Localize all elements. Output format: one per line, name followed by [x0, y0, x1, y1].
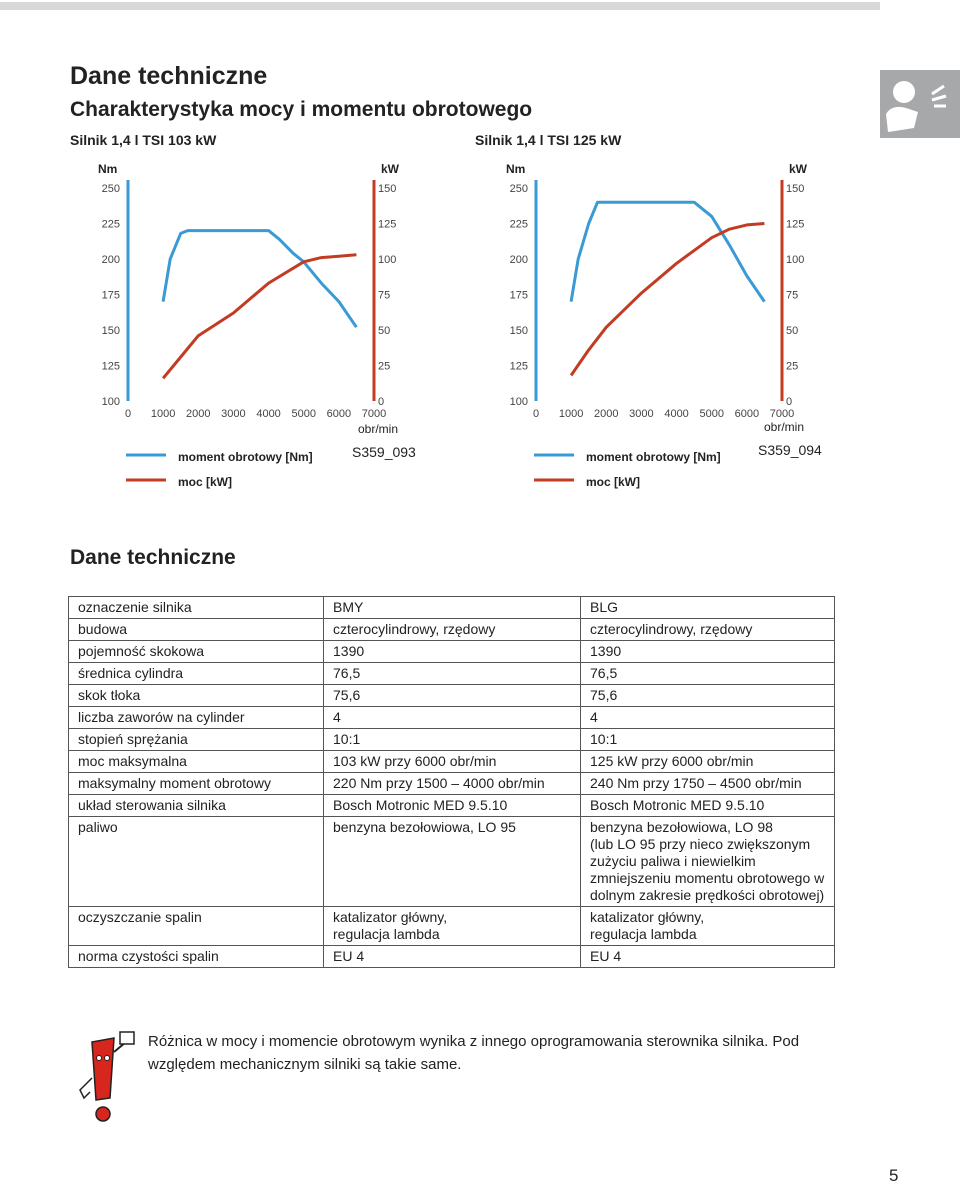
x-tick-label: 0 — [124, 408, 132, 420]
spec-value-blg: 76,5 — [581, 663, 835, 685]
spec-value-bmy: czterocylindrowy, rzędowy — [324, 619, 581, 641]
y-tick-label: 175 — [101, 289, 120, 302]
spec-value-bmy: BMY — [324, 597, 581, 619]
section-title: Dane techniczne — [70, 546, 236, 569]
spec-value-blg: czterocylindrowy, rzędowy — [581, 619, 835, 641]
spec-value-blg: Bosch Motronic MED 9.5.10 — [581, 795, 835, 817]
power-torque-chart-1 — [92, 158, 416, 489]
chart-1-svg — [92, 158, 400, 488]
legend-power-label: moc [kW] — [178, 475, 232, 489]
y-tick-label: 200 — [101, 254, 120, 266]
chart-2-svg — [500, 158, 808, 488]
y2-tick-label: 125 — [378, 218, 397, 231]
spec-label: paliwo — [69, 817, 324, 907]
y-tick-label: 100 — [509, 396, 528, 408]
spec-value-blg: EU 4 — [581, 946, 835, 968]
y-tick-label: 225 — [101, 218, 120, 231]
spec-row — [69, 729, 835, 751]
engine-label-1: Silnik 1,4 l TSI 103 kW — [70, 132, 217, 148]
figure-id: S359_093 — [352, 444, 416, 460]
x-tick-label: 0 — [532, 408, 540, 420]
y2-tick-label: 125 — [786, 218, 805, 231]
y2-tick-label: 150 — [786, 183, 805, 195]
x-tick-label: 2000 — [594, 408, 619, 420]
spec-label: oznaczenie silnika — [69, 597, 324, 619]
spec-row — [69, 773, 835, 795]
spec-value-blg: benzyna bezołowiowa, LO 98 (lub LO 95 przy nieco zwiększonym zużyciu paliwa i niewielkim zmniejszeniu momentu obrotowego w dolnym zakresie prędkości obrotowej) — [581, 817, 835, 907]
y2-tick-label: 25 — [378, 360, 391, 373]
y2-tick-label: 25 — [786, 360, 799, 373]
y-tick-label: 125 — [509, 360, 528, 373]
y2-tick-label: 50 — [786, 325, 799, 337]
spec-label: układ sterowania silnika — [69, 795, 324, 817]
x-tick-label: 3000 — [629, 408, 654, 420]
y-tick-label: 250 — [509, 183, 528, 195]
engine-label-2: Silnik 1,4 l TSI 125 kW — [475, 132, 622, 148]
x-tick-label: 3000 — [221, 408, 246, 420]
y2-tick-label: 75 — [378, 289, 391, 302]
y-tick-label: 250 — [101, 183, 120, 195]
spec-label: norma czystości spalin — [69, 946, 324, 968]
x-tick-label: 2000 — [186, 408, 211, 420]
y-tick-label: 200 — [509, 254, 528, 266]
spec-value-bmy: 1390 — [324, 641, 581, 663]
y2-tick-label: 75 — [786, 289, 799, 302]
spec-row — [69, 707, 835, 729]
page-number: 5 — [889, 1166, 899, 1185]
y-tick-label: 175 — [509, 289, 528, 302]
x-axis-unit: obr/min — [358, 422, 399, 436]
note-text: Różnica w mocy i momencie obrotowym wynika z innego oprogramowania sterownika silnika. Pod względem mechanicznym silniki są takie same. — [148, 1033, 800, 1073]
figure-id: S359_094 — [758, 442, 822, 458]
left-axis-unit: Nm — [98, 162, 118, 176]
spec-value-blg: 75,6 — [581, 685, 835, 707]
legend-torque-label: moment obrotowy [Nm] — [178, 450, 313, 464]
spec-value-blg: BLG — [581, 597, 835, 619]
x-tick-label: 4000 — [664, 408, 689, 420]
spec-value-bmy: 76,5 — [324, 663, 581, 685]
x-tick-label: 6000 — [326, 408, 352, 420]
page-title: Dane techniczne — [70, 62, 268, 90]
spec-label: oczyszczanie spalin — [69, 907, 324, 946]
legend-torque-label: moment obrotowy [Nm] — [586, 450, 721, 464]
spec-row — [69, 751, 835, 773]
spec-label: skok tłoka — [69, 685, 324, 707]
spec-label: maksymalny moment obrotowy — [69, 773, 324, 795]
right-axis-unit: kW — [381, 162, 399, 176]
spec-value-bmy: 75,6 — [324, 685, 581, 707]
spec-row — [69, 685, 835, 707]
spec-row — [69, 817, 835, 907]
spec-label: liczba zaworów na cylinder — [69, 707, 324, 729]
spec-label: stopień sprężania — [69, 729, 324, 751]
top-decorative-bar — [0, 2, 880, 10]
left-axis-unit: Nm — [506, 162, 526, 176]
spec-label: pojemność skokowa — [69, 641, 324, 663]
right-axis-unit: kW — [789, 162, 807, 176]
spec-table — [68, 596, 835, 968]
x-tick-label: 6000 — [734, 408, 760, 420]
info-person-icon — [880, 70, 960, 138]
spec-label: moc maksymalna — [69, 751, 324, 773]
x-tick-label: 5000 — [699, 408, 724, 420]
x-tick-label: 1000 — [150, 408, 176, 420]
page-subtitle: Charakterystyka mocy i momentu obrotowego — [70, 98, 533, 121]
spec-value-bmy: Bosch Motronic MED 9.5.10 — [324, 795, 581, 817]
spec-value-bmy: katalizator główny, regulacja lambda — [324, 907, 581, 946]
y-tick-label: 100 — [101, 396, 120, 408]
x-tick-label: 7000 — [361, 408, 387, 420]
y2-tick-label: 50 — [378, 325, 391, 337]
spec-value-bmy: 10:1 — [324, 729, 581, 751]
spec-value-bmy: 220 Nm przy 1500 – 4000 obr/min — [324, 773, 581, 795]
spec-value-bmy: 103 kW przy 6000 obr/min — [324, 751, 581, 773]
y2-tick-label: 0 — [378, 396, 385, 408]
spec-value-blg: 4 — [581, 707, 835, 729]
power-torque-chart-2 — [500, 158, 822, 489]
spec-value-bmy: benzyna bezołowiowa, LO 95 — [324, 817, 581, 907]
y-tick-label: 225 — [509, 218, 528, 231]
y-tick-label: 150 — [101, 325, 120, 337]
exclamation-mascot-icon — [70, 1028, 140, 1133]
spec-row — [69, 597, 835, 619]
legend-power-label: moc [kW] — [586, 475, 640, 489]
spec-row — [69, 619, 835, 641]
y-tick-label: 150 — [509, 325, 528, 337]
y2-tick-label: 0 — [786, 396, 793, 408]
spec-row — [69, 907, 835, 946]
spec-value-bmy: 4 — [324, 707, 581, 729]
spec-label: budowa — [69, 619, 324, 641]
x-tick-label: 4000 — [256, 408, 281, 420]
spec-value-blg: 240 Nm przy 1750 – 4500 obr/min — [581, 773, 835, 795]
y2-tick-label: 100 — [786, 254, 805, 266]
spec-row — [69, 641, 835, 663]
y2-tick-label: 100 — [378, 254, 397, 266]
spec-row — [69, 663, 835, 685]
spec-value-bmy: EU 4 — [324, 946, 581, 968]
spec-value-blg: 10:1 — [581, 729, 835, 751]
spec-value-blg: 125 kW przy 6000 obr/min — [581, 751, 835, 773]
x-tick-label: 1000 — [558, 408, 584, 420]
x-tick-label: 7000 — [769, 408, 795, 420]
spec-value-blg: katalizator główny, regulacja lambda — [581, 907, 835, 946]
x-axis-unit: obr/min — [764, 420, 805, 434]
y2-tick-label: 150 — [378, 183, 397, 195]
spec-row — [69, 795, 835, 817]
x-tick-label: 5000 — [291, 408, 316, 420]
spec-row — [69, 946, 835, 968]
spec-label: średnica cylindra — [69, 663, 324, 685]
spec-value-blg: 1390 — [581, 641, 835, 663]
y-tick-label: 125 — [101, 360, 120, 373]
